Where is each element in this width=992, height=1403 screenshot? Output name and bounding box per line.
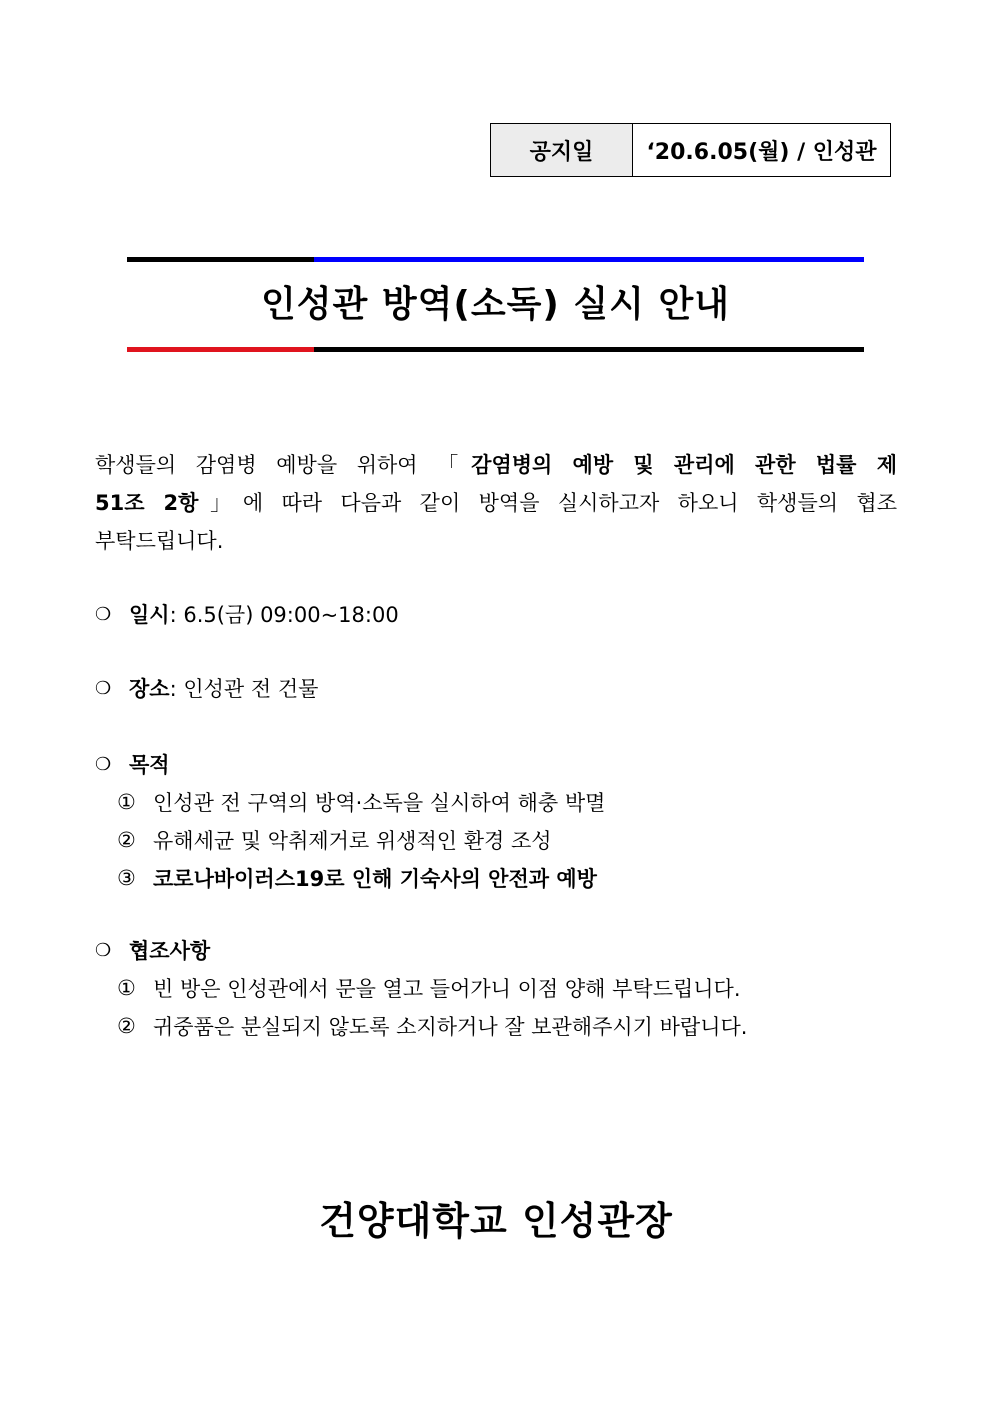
title-bottom-bar-red xyxy=(127,347,314,352)
purpose-label: 목적 xyxy=(129,753,170,777)
cooperation-item-text: 귀중품은 분실되지 않도록 소지하거나 잘 보관해주시기 바랍니다. xyxy=(153,1015,748,1039)
circle-bullet-icon: ❍ xyxy=(95,603,112,625)
intro-text: 학생들의 감염병 예방을 위하여 「 xyxy=(95,453,472,477)
list-item xyxy=(95,969,747,1007)
circle-bullet-icon: ❍ xyxy=(95,939,112,961)
intro-line-2 xyxy=(95,484,897,522)
list-item xyxy=(95,821,605,859)
purpose-item-text: 코로나바이러스19로 인해 기숙사의 안전과 예방 xyxy=(153,867,597,891)
schedule-label: 일시 xyxy=(129,603,170,627)
list-item xyxy=(95,1007,747,1045)
notice-date-value: ‘20.6.05(월) / 인성관 xyxy=(646,139,877,165)
notice-date-box xyxy=(490,123,891,177)
location-section xyxy=(95,669,318,707)
law-reference: 감염병의 예방 및 관리에 관한 법률 제 xyxy=(471,453,897,477)
cooperation-section xyxy=(95,931,747,1045)
cooperation-item-text: 빈 방은 인성관에서 문을 열고 들어가니 이점 양해 부탁드립니다. xyxy=(153,977,741,1001)
title-bottom-bar-black xyxy=(314,347,864,352)
cooperation-label: 협조사항 xyxy=(129,939,211,963)
circle-bullet-icon: ❍ xyxy=(95,753,112,775)
purpose-item-text: 인성관 전 구역의 방역·소독을 실시하여 해충 박멸 xyxy=(153,791,606,815)
intro-text: 」에 따라 다음과 같이 방역을 실시하고자 하오니 학생들의 협조 xyxy=(198,491,897,515)
number-marker: ③ xyxy=(117,866,136,890)
page-title: 인성관 방역(소독) 실시 안내 xyxy=(260,284,731,325)
schedule-section xyxy=(95,595,399,633)
number-marker: ① xyxy=(117,790,136,814)
title-top-bar-black xyxy=(127,257,314,262)
number-marker: ② xyxy=(117,828,136,852)
notice-date-label: 공지일 xyxy=(491,124,633,176)
schedule-value: : 6.5(금) 09:00~18:00 xyxy=(169,603,399,627)
intro-line-1 xyxy=(95,446,897,484)
location-label: 장소 xyxy=(129,677,170,701)
purpose-section xyxy=(95,745,605,897)
list-item xyxy=(95,859,605,897)
signature-issuer: 건양대학교 인성관장 xyxy=(319,1199,673,1243)
list-item xyxy=(95,783,605,821)
law-article: 51조 2항 xyxy=(95,491,199,515)
location-value: : 인성관 전 건물 xyxy=(169,677,319,701)
circle-bullet-icon: ❍ xyxy=(95,677,112,699)
number-marker: ① xyxy=(117,976,136,1000)
title-top-bar-blue xyxy=(314,257,864,262)
number-marker: ② xyxy=(117,1014,136,1038)
purpose-item-text: 유해세균 및 악취제거로 위생적인 환경 조성 xyxy=(153,829,552,853)
intro-line-3: 부탁드립니다. xyxy=(95,529,224,553)
intro-paragraph xyxy=(95,446,897,560)
